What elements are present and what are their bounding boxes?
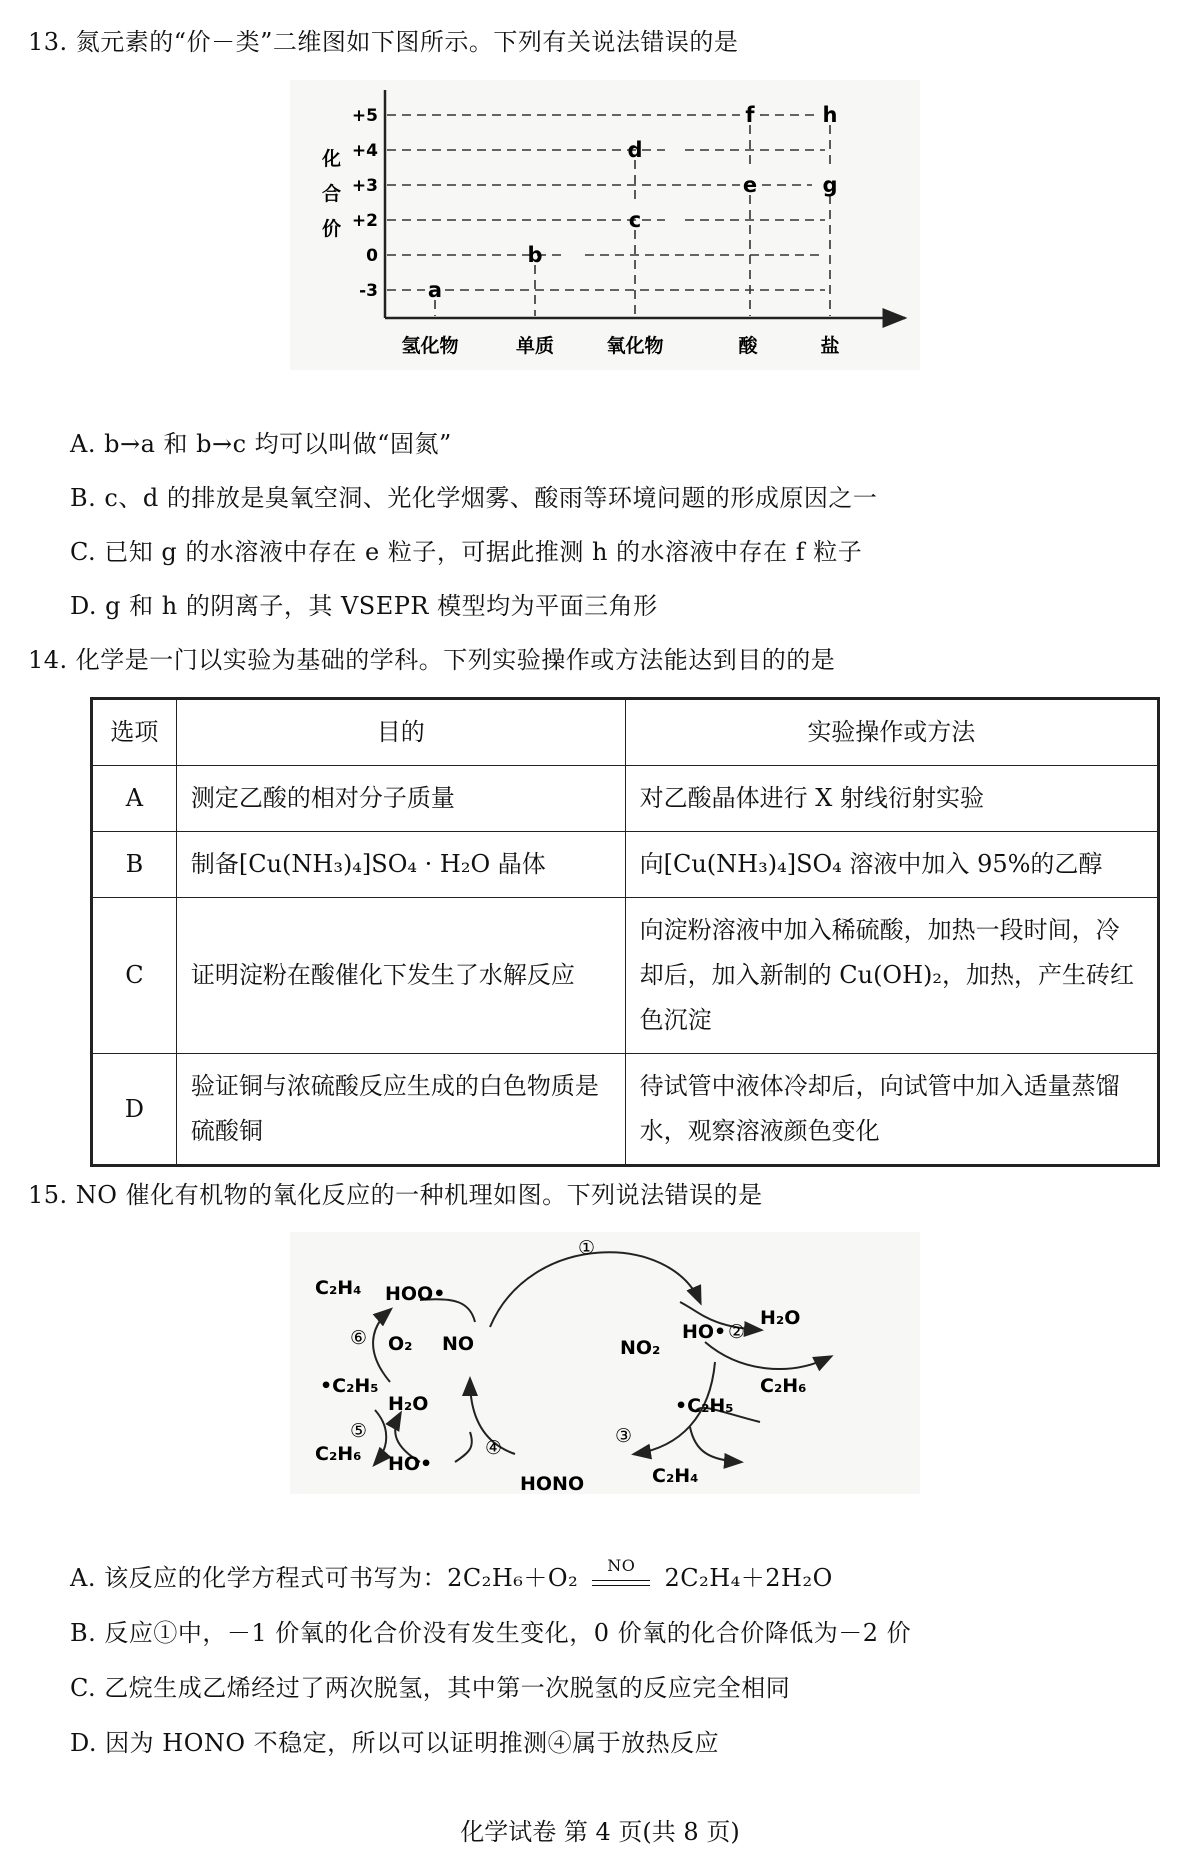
- q15-option-a-rhs: 2C₂H₄＋2H₂O: [664, 1564, 833, 1592]
- c2h4-right: C₂H₄: [652, 1465, 699, 1487]
- q15-option-b: B. 反应①中，－1 价氧的化合价没有发生变化，0 价氧的化合价降低为－2 价: [70, 1619, 912, 1647]
- row-b-option: B: [92, 832, 177, 898]
- q13-valence-class-chart: [290, 80, 920, 370]
- q14-stem: 14. 化学是一门以实验为基础的学科。下列实验操作或方法能达到目的的是: [28, 646, 836, 674]
- point-g: g: [822, 173, 838, 197]
- q15-option-a: [70, 1558, 833, 1593]
- table-row: [92, 1054, 1159, 1166]
- row-c-option: C: [92, 898, 177, 1054]
- header-goal: 目的: [176, 699, 625, 766]
- step-1: ①: [578, 1237, 596, 1259]
- row-b-method: 向[Cu(NH₃)₄]SO₄ 溶液中加入 95%的乙醇: [625, 832, 1158, 898]
- step3-arrow: [690, 1427, 740, 1462]
- h2o-right: H₂O: [760, 1307, 801, 1329]
- o2-label: O₂: [388, 1333, 413, 1355]
- no2-label: NO₂: [620, 1337, 661, 1359]
- no-label: NO: [442, 1333, 475, 1355]
- row-d-goal: 验证铜与浓硫酸反应生成的白色物质是硫酸铜: [176, 1054, 625, 1166]
- step-6: ⑥: [350, 1327, 368, 1349]
- c2h5-left: •C₂H₅: [320, 1375, 379, 1397]
- q13-option-a: A. b→a 和 b→c 均可以叫做“固氮”: [70, 430, 452, 458]
- point-f: f: [745, 103, 755, 127]
- c2h4-left: C₂H₄: [315, 1277, 362, 1299]
- cycle-arrow-1: [490, 1252, 700, 1327]
- step-2: ②: [728, 1321, 746, 1343]
- row-a-goal: 测定乙酸的相对分子质量: [176, 766, 625, 832]
- ho-left: HO•: [388, 1453, 433, 1475]
- c2h6-left: C₂H₆: [315, 1443, 362, 1465]
- q13-option-b: B. c、d 的排放是臭氧空洞、光化学烟雾、酸雨等环境问题的形成原因之一: [70, 484, 878, 512]
- ytick-plus2: +2: [351, 211, 378, 231]
- q14-table: [90, 697, 1160, 1167]
- point-d: d: [627, 138, 643, 162]
- reaction-condition: [592, 1556, 650, 1586]
- xcat-oxide: 氧化物: [606, 335, 664, 357]
- row-c-method: 向淀粉溶液中加入稀硫酸，加热一段时间，冷却后，加入新制的 Cu(OH)₂，加热，产生砖红色沉淀: [625, 898, 1158, 1054]
- page-footer: 化学试卷 第 4 页(共 8 页): [460, 1818, 740, 1846]
- ytick-plus5: +5: [351, 106, 378, 126]
- row-c-goal: 证明淀粉在酸催化下发生了水解反应: [176, 898, 625, 1054]
- table-row: [92, 832, 1159, 898]
- xcat-hydride: 氢化物: [401, 335, 459, 357]
- q13-option-c: C. 已知 g 的水溶液中存在 e 粒子，可据此推测 h 的水溶液中存在 f 粒子: [70, 538, 863, 566]
- c2h6-right: C₂H₆: [760, 1375, 807, 1397]
- ytick-plus3: +3: [351, 176, 378, 196]
- header-method: 实验操作或方法: [625, 699, 1158, 766]
- point-b: b: [527, 243, 543, 267]
- step-3: ③: [615, 1425, 633, 1447]
- ho-right: HO•: [682, 1321, 727, 1343]
- xcat-element: 单质: [515, 335, 555, 357]
- step-4: ④: [485, 1437, 503, 1459]
- q15-option-d: D. 因为 HONO 不稳定，所以可以证明推测④属于放热反应: [70, 1729, 720, 1757]
- equals-sign: [592, 1580, 650, 1586]
- step5-arrow-down: [375, 1410, 386, 1464]
- ytick-plus4: +4: [351, 141, 378, 161]
- q13-option-d: D. g 和 h 的阴离子，其 VSEPR 模型均为平面三角形: [70, 592, 658, 620]
- q15-stem: 15. NO 催化有机物的氧化反应的一种机理如图。下列说法错误的是: [28, 1181, 763, 1209]
- ytick-minus3: -3: [359, 281, 378, 301]
- q15-option-c: C. 乙烷生成乙烯经过了两次脱氢，其中第一次脱氢的反应完全相同: [70, 1674, 791, 1702]
- header-option: 选项: [92, 699, 177, 766]
- c2h5-right: •C₂H₅: [675, 1395, 734, 1417]
- point-c: c: [628, 208, 642, 232]
- q15-mechanism-diagram: [290, 1232, 920, 1494]
- hoo-radical: HOO•: [385, 1283, 446, 1305]
- table-row: [92, 898, 1159, 1054]
- row-d-method: 待试管中液体冷却后，向试管中加入适量蒸馏水，观察溶液颜色变化: [625, 1054, 1158, 1166]
- step2-arrow: [705, 1342, 830, 1369]
- step4-connector: [455, 1432, 472, 1462]
- row-b-goal: 制备[Cu(NH₃)₄]SO₄ · H₂O 晶体: [176, 832, 625, 898]
- step-5: ⑤: [350, 1420, 368, 1442]
- point-a: a: [427, 278, 443, 302]
- y-axis-label-3: 价: [322, 218, 342, 240]
- xcat-salt: 盐: [820, 335, 840, 357]
- table-row: [92, 766, 1159, 832]
- row-a-method: 对乙酸晶体进行 X 射线衍射实验: [625, 766, 1158, 832]
- xcat-acid: 酸: [738, 335, 758, 357]
- point-h: h: [822, 103, 838, 127]
- q13-stem: 13. 氮元素的“价－类”二维图如下图所示。下列有关说法错误的是: [28, 28, 739, 56]
- h2o-left: H₂O: [388, 1393, 429, 1415]
- q15-option-a-lhs: A. 该反应的化学方程式可书写为：2C₂H₆＋O₂: [70, 1564, 579, 1592]
- y-axis-label-2: 合: [322, 183, 342, 205]
- row-a-option: A: [92, 766, 177, 832]
- hono-label: HONO: [520, 1473, 585, 1494]
- row-d-option: D: [92, 1054, 177, 1166]
- catalyst-label: NO: [607, 1556, 636, 1575]
- table-header-row: [92, 699, 1159, 766]
- y-axis-label-1: 化: [322, 148, 342, 170]
- point-e: e: [742, 173, 758, 197]
- ytick-0: 0: [366, 246, 378, 266]
